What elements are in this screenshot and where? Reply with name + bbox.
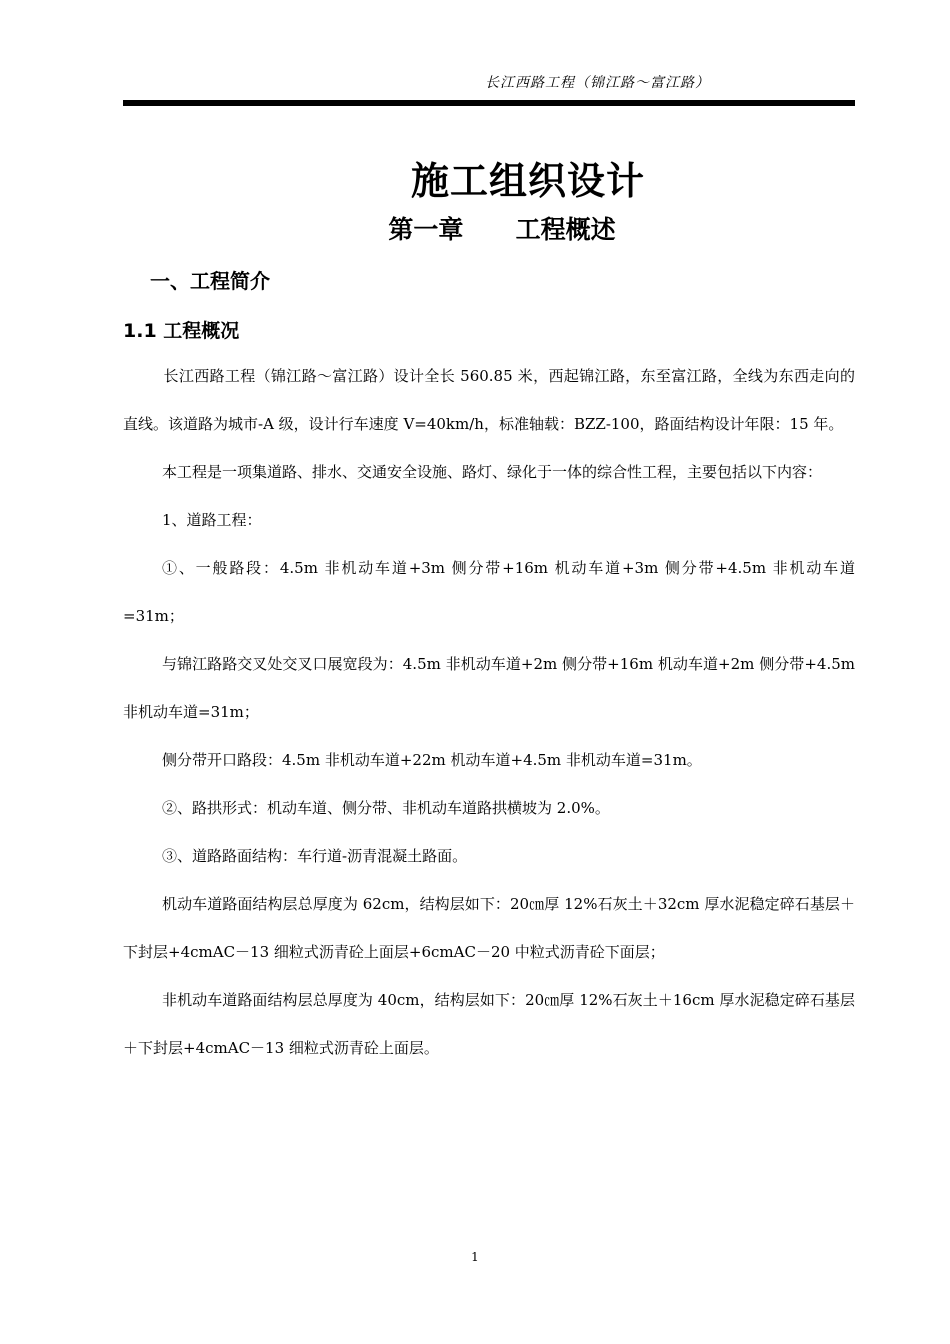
document-title: 施工组织设计 [410, 159, 645, 203]
paragraph: ①、一般路段：4.5m 非机动车道+3m 侧分带+16m 机动车道+3m 侧分带+4.5m 非机动车道=31m； [123, 559, 855, 625]
paragraph: 机动车道路面结构层总厚度为 62cm，结构层如下：20㎝厚 12%石灰土＋32cm 厚水泥稳定碎石基层＋下封层+4cmAC－13 细粒式沥青砼上面层+6cmAC－20 中粒式沥青砼下面层； [123, 895, 855, 961]
body-text [123, 352, 855, 1072]
page-number: 1 [471, 1250, 479, 1264]
header-rule [123, 100, 855, 106]
paragraph: 侧分带开口路段：4.5m 非机动车道+22m 机动车道+4.5m 非机动车道=31m。 [162, 751, 702, 769]
chapter-title: 第一章 工程概述 [388, 215, 616, 244]
paragraph: ②、路拱形式：机动车道、侧分带、非机动车道路拱横坡为 2.0%。 [162, 799, 610, 817]
running-header: 长江西路工程（锦江路～富江路） [485, 75, 710, 91]
paragraph: ③、道路路面结构：车行道-沥青混凝土路面。 [162, 847, 468, 865]
section-heading: 一、工程简介 [150, 269, 270, 293]
paragraph: 本工程是一项集道路、排水、交通安全设施、路灯、绿化于一体的综合性工程，主要包括以下内容： [162, 463, 823, 481]
subsection-heading: 1.1 工程概况 [123, 320, 240, 342]
paragraph: 1、道路工程： [162, 511, 262, 529]
paragraph: 长江西路工程（锦江路～富江路）设计全长 560.85 米，西起锦江路，东至富江路，全线为东西走向的直线。该道路为城市-A 级，设计行车速度 V=40km/h，标准轴载：BZZ-100，路面结构设计年限：15 年。 [123, 367, 855, 433]
paragraph: 与锦江路路交叉处交叉口展宽段为：4.5m 非机动车道+2m 侧分带+16m 机动车道+2m 侧分带+4.5m 非机动车道=31m； [123, 655, 855, 721]
paragraph: 非机动车道路面结构层总厚度为 40cm，结构层如下：20㎝厚 12%石灰土＋16cm 厚水泥稳定碎石基层＋下封层+4cmAC－13 细粒式沥青砼上面层。 [123, 991, 855, 1057]
